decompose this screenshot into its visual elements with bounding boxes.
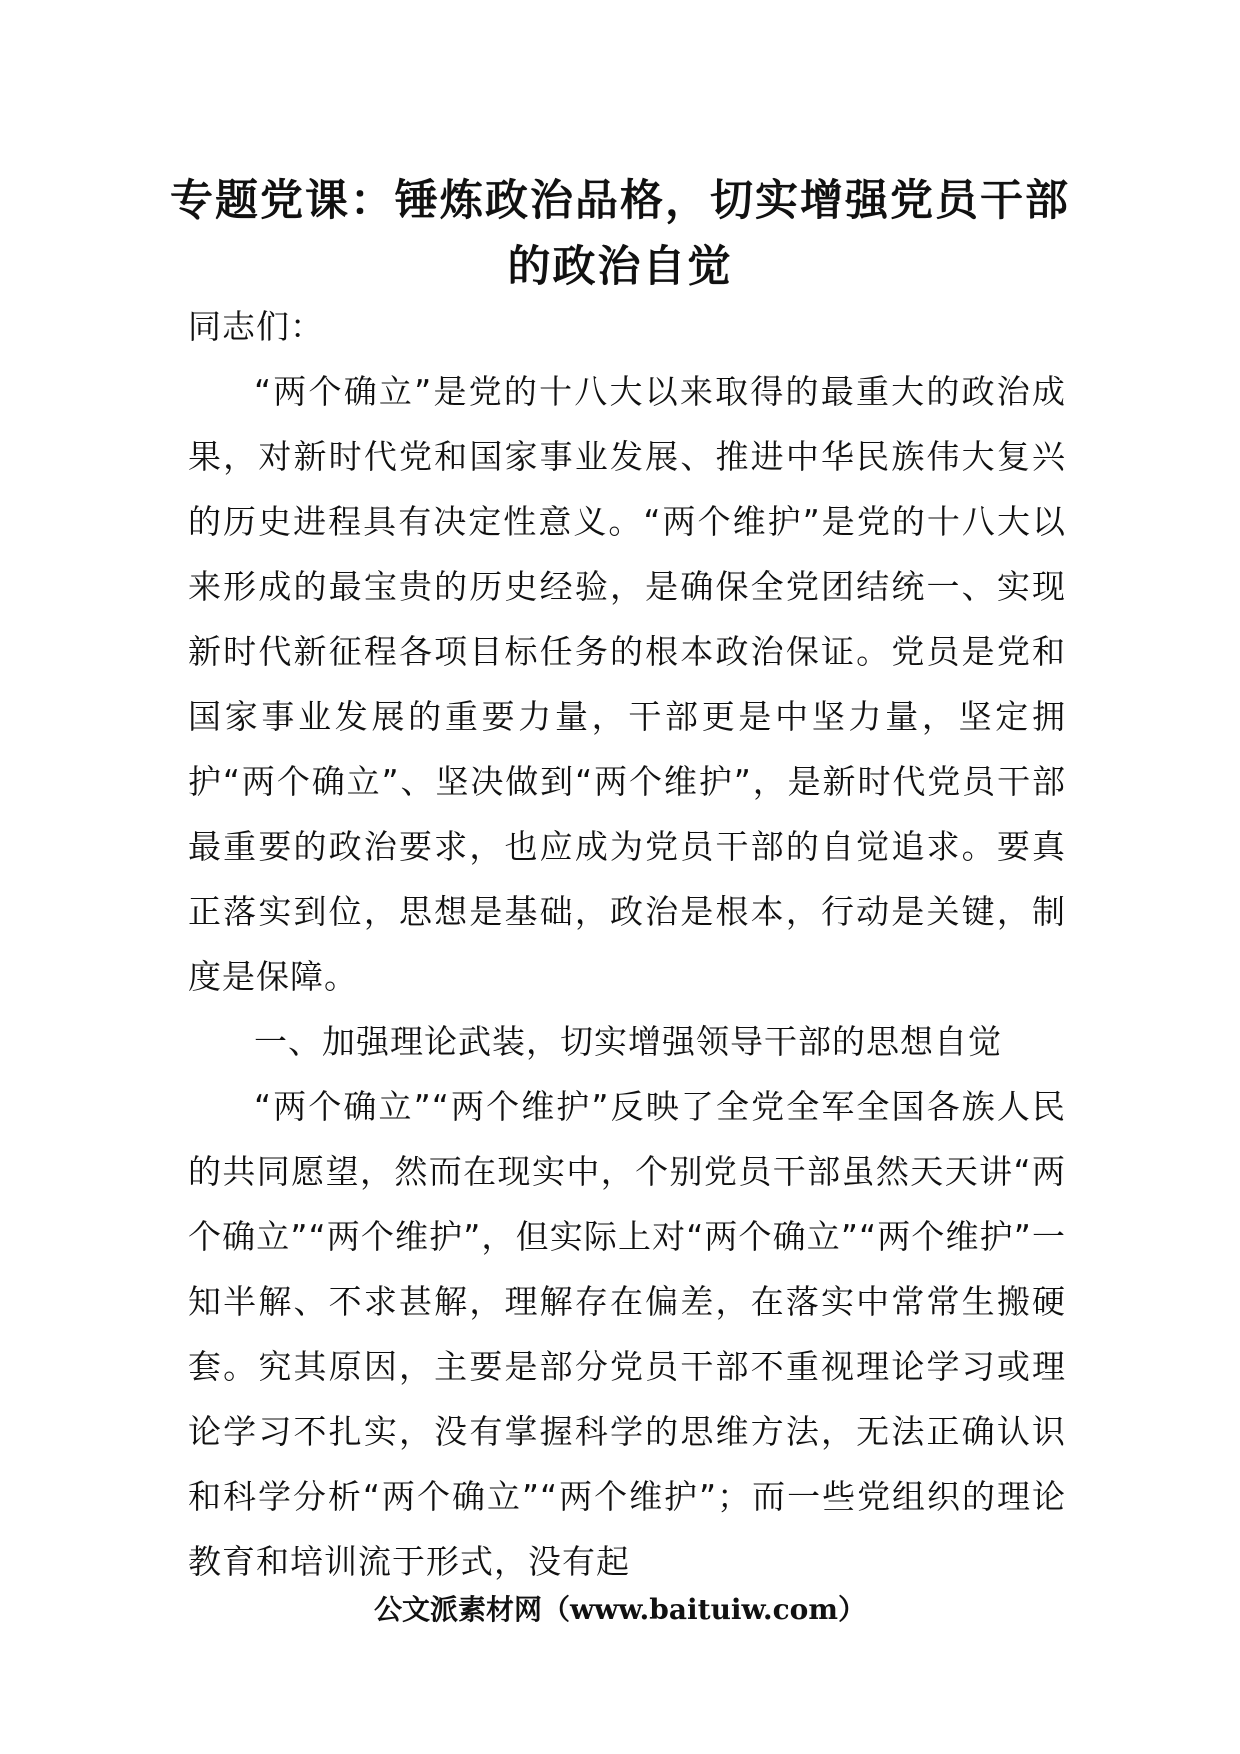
section-heading-1: 一、加强理论武装，切实增强领导干部的思想自觉 <box>254 1022 1002 1061</box>
document-title: 专题党课：锤炼政治品格，切实增强党员干部的政治自觉 <box>170 176 1070 292</box>
paragraph-intro: “两个确立”是党的十八大以来取得的最重大的政治成果，对新时代党和国家事业发展、推进中华民族伟大复兴的历史进程具有决定性意义。“两个维护”是党的十八大以来形成的最宝贵的历史经验，是确保全党团结统一、实现新时代新征程各项目标任务的根本政治保证。党员是党和国家事业发展的重要力量，干部更是中坚力量，坚定拥护“两个确立”、坚决做到“两个维护”，是新时代党员干部最重要的政治要求，也应成为党员干部的自觉追求。要真正落实到位，思想是基础，政治是根本，行动是关键，制度是保障。 <box>188 372 1066 996</box>
salutation: 同志们： <box>188 307 324 346</box>
document-body <box>188 294 1066 1594</box>
footer-watermark: 公文派素材网（www.baituiw.com） <box>374 1593 866 1626</box>
paragraph-section-1: “两个确立”“两个维护”反映了全党全军全国各族人民的共同愿望，然而在现实中，个别党员干部虽然天天讲“两个确立”“两个维护”，但实际上对“两个确立”“两个维护”一知半解、不求甚解，理解存在偏差，在落实中常常生搬硬套。究其原因，主要是部分党员干部不重视理论学习或理论学习不扎实，没有掌握科学的思维方法，无法正确认识和科学分析“两个确立”“两个维护”；而一些党组织的理论教育和培训流于形式，没有起 <box>188 1087 1066 1581</box>
